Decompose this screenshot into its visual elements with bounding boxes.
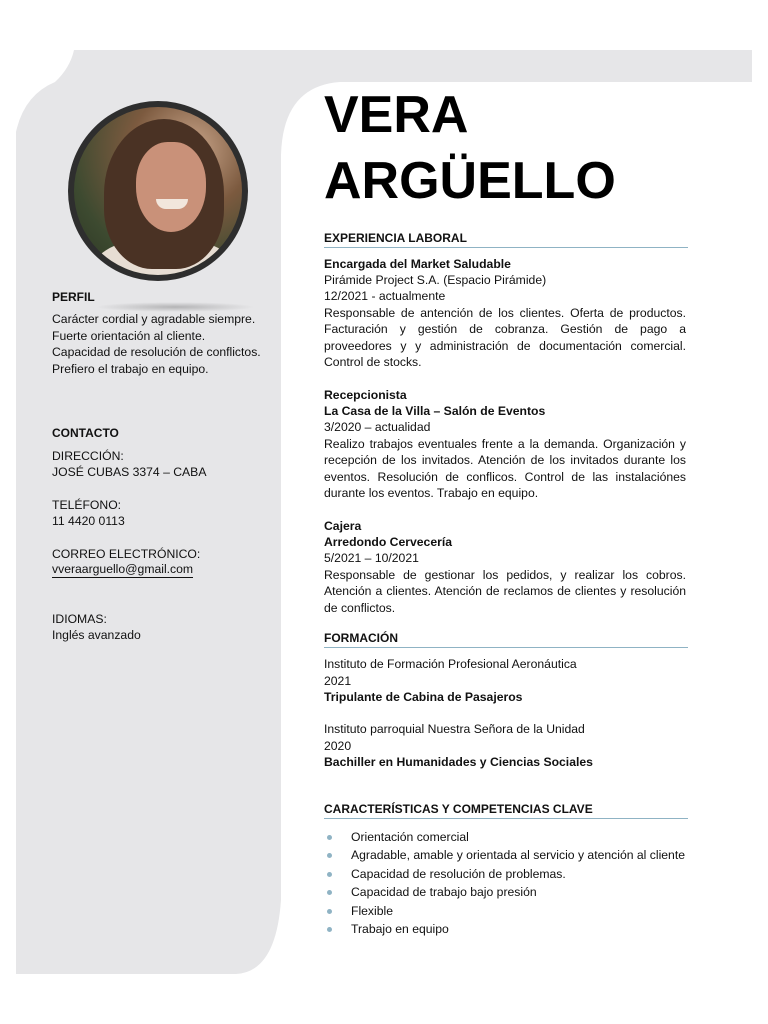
job-company: Pirámide Project S.A. (Espacio Pirámide) — [324, 273, 547, 287]
job-role: Encargada del Market Saludable — [324, 257, 511, 271]
profile-line: Fuerte orientación al cliente. — [52, 328, 206, 343]
phone-label: TELÉFONO: — [52, 498, 122, 512]
profile-heading: PERFIL — [52, 290, 95, 304]
education-year: 2021 — [324, 674, 352, 688]
profile-line: Carácter cordial y agradable siempre. — [52, 312, 256, 326]
job-description: Responsable de gestionar los pedidos, y realizar los cobros. Atención a clientes. Atención de reclamos de clientes y resolución de conflictos. — [324, 568, 686, 615]
education-heading: FORMACIÓN — [324, 631, 688, 648]
job-role: Cajera — [324, 519, 362, 533]
bullet-icon — [327, 909, 332, 914]
phone-value: 11 4420 0113 — [52, 514, 125, 528]
profile-photo — [68, 101, 248, 281]
list-item: Flexible — [324, 903, 688, 919]
first-name: VERA — [324, 86, 469, 144]
education-institution: Instituto de Formación Profesional Aeronáutica — [324, 657, 577, 671]
bullet-icon — [327, 890, 332, 895]
skills-heading: CARACTERÍSTICAS Y COMPETENCIAS CLAVE — [324, 802, 688, 819]
skills-list — [324, 829, 688, 940]
address-label: DIRECCIÓN: — [52, 449, 124, 463]
bullet-icon — [327, 927, 332, 932]
job-dates: 12/2021 - actualmente — [324, 289, 446, 303]
page-title — [324, 82, 616, 214]
job-description: Realizo trabajos eventuales frente a la demanda. Organización y recepción de los invitados. Atención de los invitados durante los eventos. Resolución de conflicos. Control de las instalaciónes durante los eventos. Trabajo en equipo. — [324, 437, 686, 500]
last-name: ARGÜELLO — [324, 152, 616, 210]
languages-value: Inglés avanzado — [52, 628, 141, 642]
job-dates: 5/2021 – 10/2021 — [324, 551, 419, 565]
list-item: Capacidad de trabajo bajo presión — [324, 884, 688, 900]
email-link[interactable]: vveraarguello@gmail.com — [52, 562, 194, 576]
education-degree: Tripulante de Cabina de Pasajeros — [324, 690, 523, 704]
profile-line: Capacidad de resolución de conflictos. — [52, 345, 261, 359]
job-description: Responsable de antención de los clientes. Oferta de productos. Facturación y gestión de cobranza. Gestión de pago a proveedores y y administración de documentación comercial. Control de stocks. — [324, 306, 686, 369]
job-dates: 3/2020 – actualidad — [324, 420, 431, 434]
list-item: Capacidad de resolución de problemas. — [324, 866, 688, 882]
contact-heading: CONTACTO — [52, 426, 119, 440]
avatar — [74, 107, 242, 275]
job-role: Recepcionista — [324, 388, 407, 402]
education-year: 2020 — [324, 739, 352, 753]
list-item: Agradable, amable y orientada al servicio y atención al cliente — [324, 847, 688, 863]
profile-text — [52, 311, 261, 377]
bullet-icon — [327, 835, 332, 840]
education-degree: Bachiller en Humanidades y Ciencias Sociales — [324, 755, 593, 769]
languages-label: IDIOMAS: — [52, 612, 107, 626]
bullet-icon — [327, 872, 332, 877]
job-company: Arredondo Cervecería — [324, 535, 453, 549]
bullet-icon — [327, 853, 332, 858]
education-institution: Instituto parroquial Nuestra Señora de la Unidad — [324, 722, 585, 736]
list-item: Orientación comercial — [324, 829, 688, 845]
experience-heading: EXPERIENCIA LABORAL — [324, 231, 688, 248]
address-value: JOSÉ CUBAS 3374 – CABA — [52, 465, 207, 479]
email-label: CORREO ELECTRÓNICO: — [52, 547, 201, 561]
list-item: Trabajo en equipo — [324, 921, 688, 937]
job-company: La Casa de la Villa – Salón de Eventos — [324, 404, 546, 418]
profile-line: Prefiero el trabajo en equipo. — [52, 361, 209, 376]
